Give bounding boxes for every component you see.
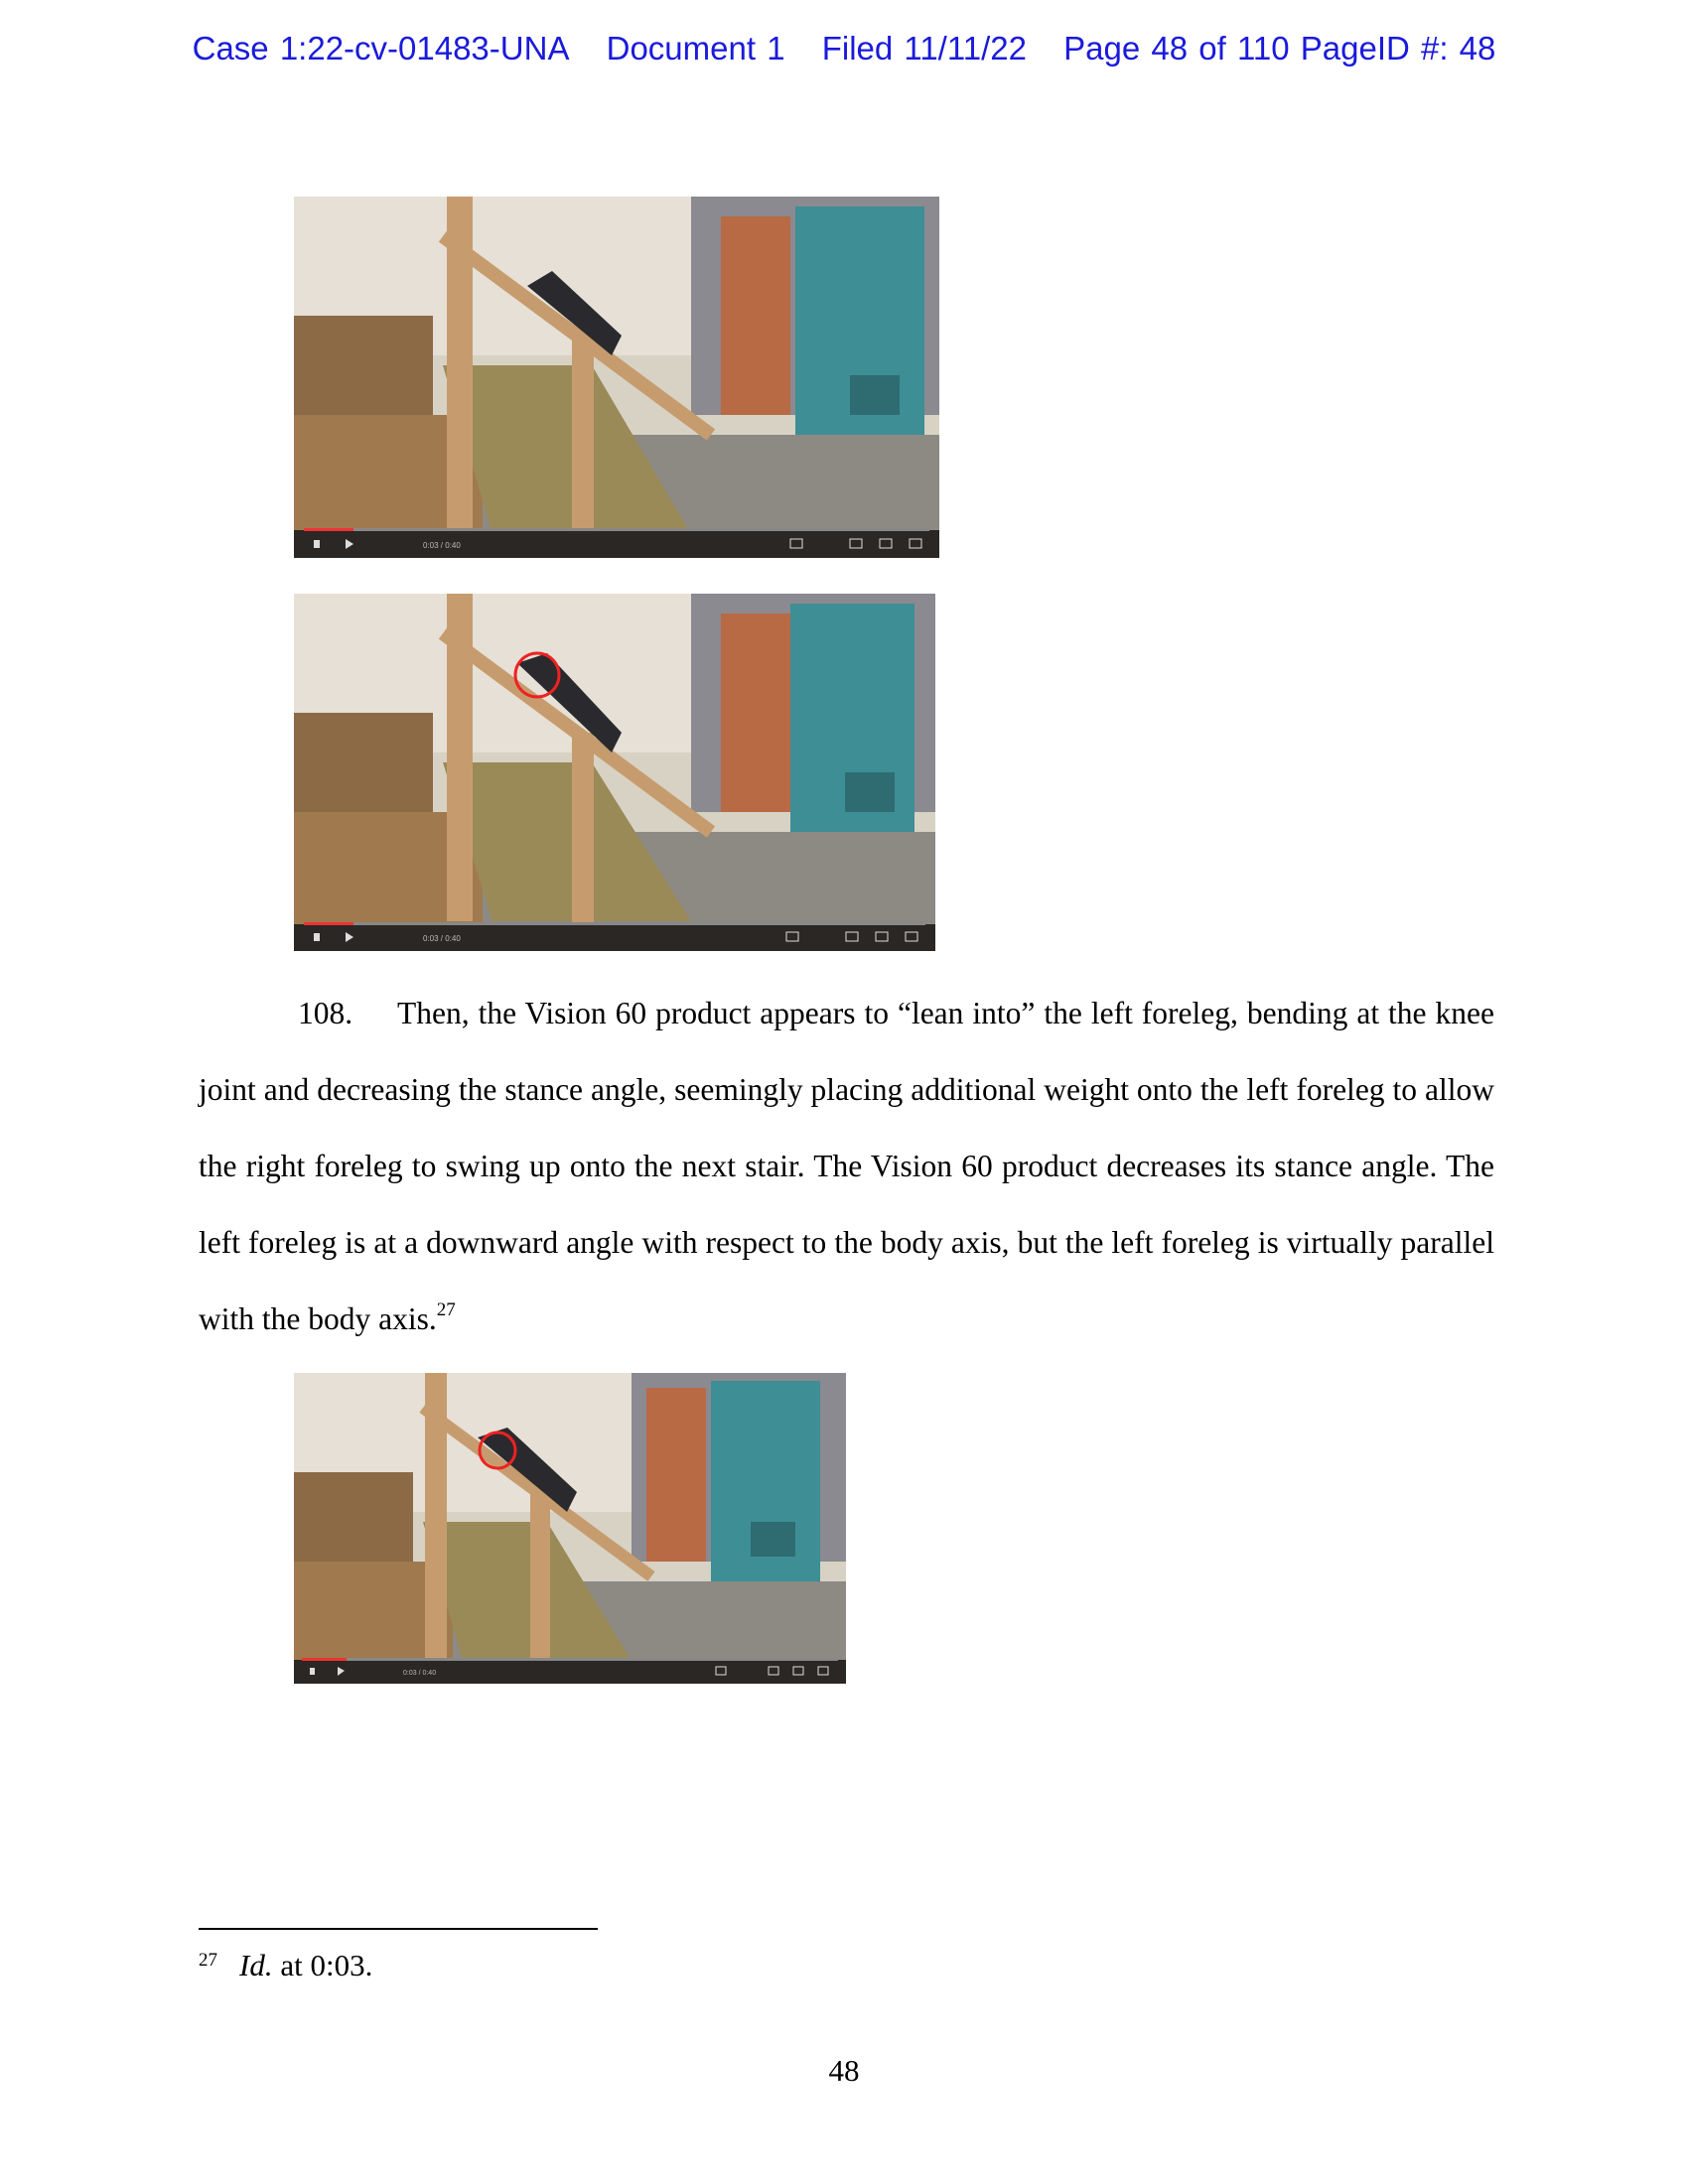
- video-screenshot-2: [294, 594, 935, 951]
- footnote-text: at 0:03.: [272, 1948, 373, 1982]
- header-filed-date: Filed 11/11/22: [821, 30, 1027, 67]
- footnote-27: [199, 1948, 372, 1983]
- video-screenshot-1: [294, 197, 939, 558]
- footnote-number: 27: [199, 1950, 217, 1971]
- video-time-1: 0:03 / 0:40: [423, 541, 461, 550]
- ecf-header: [0, 30, 1688, 68]
- footnote-divider: [199, 1928, 598, 1930]
- footnote-reference: 27: [436, 1299, 456, 1320]
- header-case-number: Case 1:22-cv-01483-UNA: [192, 30, 570, 67]
- footnote-id: Id.: [239, 1948, 273, 1982]
- paragraph-text: Then, the Vision 60 product appears to “lean into” the left foreleg, bending at the knee joint and decreasing the stance angle, seemingly placing additional weight onto the left foreleg to allow the right foreleg to swing up onto the next stair. The Vision 60 product decreases its stance angle. The left foreleg is at a downward angle with respect to the body axis, but the left foreleg is virtually parallel with the body axis.: [199, 996, 1494, 1336]
- video-screenshot-3: [294, 1373, 846, 1684]
- header-page-id: Page 48 of 110 PageID #: 48: [1063, 30, 1496, 67]
- page-number: 48: [828, 2053, 860, 2088]
- video-time-2: 0:03 / 0:40: [423, 934, 461, 943]
- video-time-3: 0:03 / 0:40: [403, 1670, 437, 1677]
- paragraph-108: [199, 975, 1494, 1357]
- paragraph-number: 108.: [298, 996, 353, 1030]
- header-document: Document 1: [606, 30, 785, 67]
